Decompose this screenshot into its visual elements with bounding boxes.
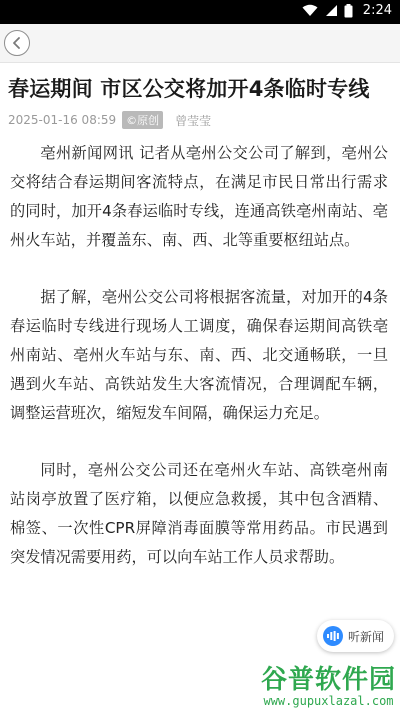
article-paragraph: 据了解，亳州公交公司将根据客流量，对加开的4条春运临时专线进行现场人工调度，确保春运期间高铁亳州南站、亳州火车站与东、南、西、北交通畅联，一旦遇到火车站、高铁站发生大客流情况，合理调配车辆，调整运营班次，缩短发车间隔，确保运力充足。 — [10, 288, 388, 422]
site-watermark — [261, 659, 396, 708]
watermark-logo: 谷普软件园 — [260, 665, 396, 695]
original-badge: ©原创 — [122, 111, 163, 129]
article-title: 春运期间 市区公交将加开4条临时专线 — [8, 77, 370, 101]
article-meta — [8, 111, 400, 129]
battery-icon — [344, 4, 353, 18]
article-paragraph: 亳州新闻网讯 记者从亳州公交公司了解到，亳州公交将结合春运期间客流特点，在满足市民日常出行需求的同时，加开4条春运临时专线，连通高铁亳州南站、亳州火车站，并覆盖东、南、西、北等重要枢纽站点。 — [10, 144, 388, 249]
chevron-left-icon — [12, 37, 22, 49]
watermark-url: www.gupuxlazal.com — [263, 694, 394, 708]
status-time: 2:24 — [362, 3, 392, 18]
article-body — [0, 129, 400, 572]
listen-news-button[interactable] — [317, 620, 394, 652]
status-bar — [0, 0, 400, 24]
author-name: 曾莹莹 — [175, 113, 212, 128]
status-icons — [302, 3, 392, 18]
article-paragraph: 同时，亳州公交公司还在亳州火车站、高铁亳州南站岗亭放置了医疗箱，以便应急救援，其中包含酒精、棉签、一次性CPR屏障消毒面膜等常用药品。市民遇到突发情况需要用药，可以向车站工作人员求帮助。 — [10, 461, 388, 566]
publish-date: 2025-01-16 08:59 — [8, 113, 117, 127]
wifi-icon — [302, 4, 318, 17]
back-button[interactable] — [4, 30, 30, 56]
listen-news-label: 听新闻 — [347, 629, 384, 644]
audio-wave-icon — [323, 626, 343, 646]
signal-icon — [324, 4, 338, 17]
top-bar — [0, 24, 400, 63]
